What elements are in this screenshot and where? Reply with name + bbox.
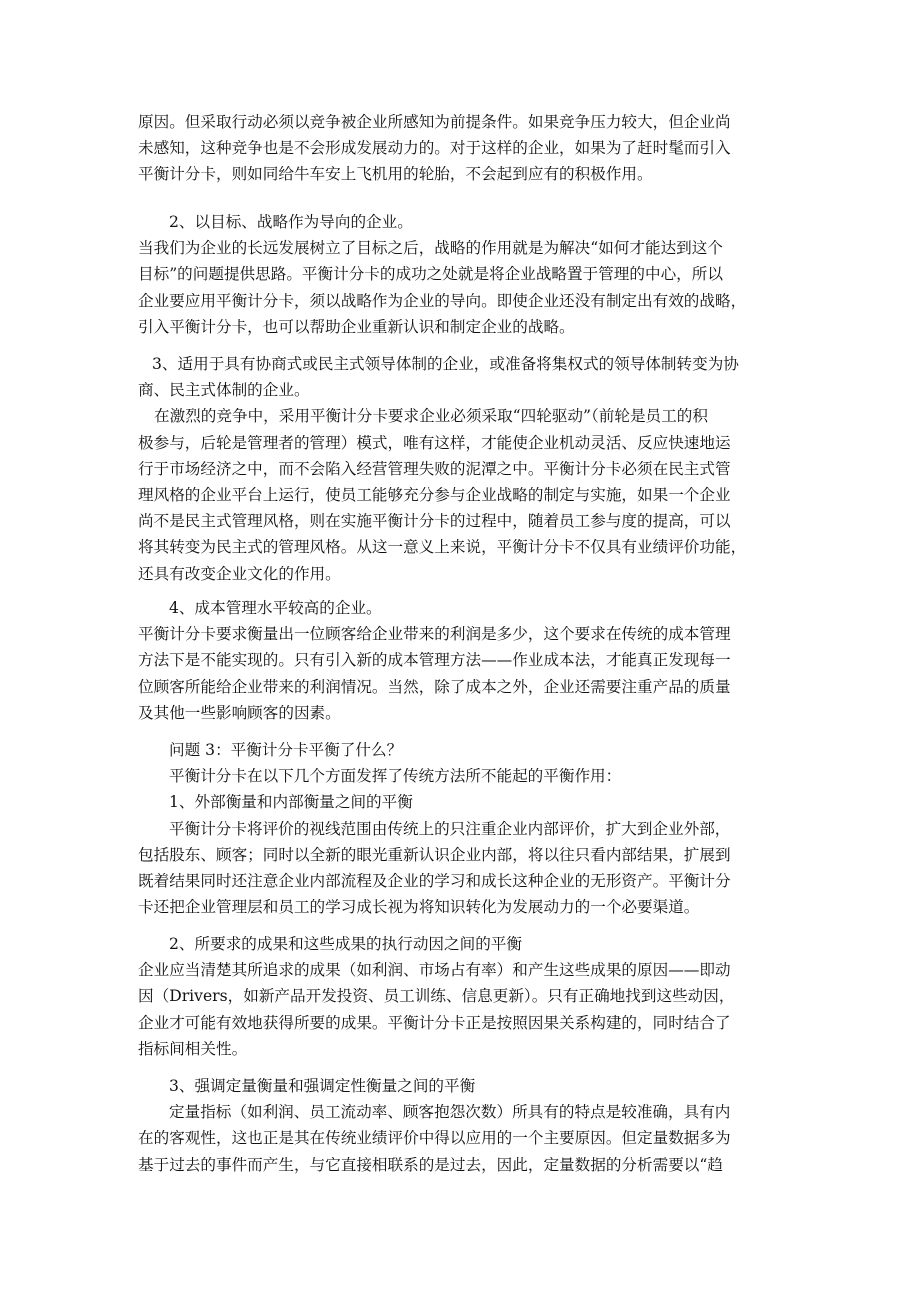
text-line: 因（Drivers，如新产品开发投资、员工训练、信息更新）。只有正确地找到这些动因， [138, 987, 735, 1006]
section-democratic-leadership [138, 351, 786, 587]
text-line: 目标”的问题提供思路。平衡计分卡的成功之处就是将企业战略置于管理的中心，所以 [138, 265, 723, 284]
text-line: 原因。但采取行动必须以竞争被企业所感知为前提条件。如果竞争压力较大，但企业尚 [138, 113, 731, 131]
text-line: 既着结果同时还注意企业内部流程及企业的学习和成长这种企业的无形资产。平衡计分 [138, 871, 731, 890]
text-line: 包括股东、顾客；同时以全新的眼光重新认识企业内部，将以往只看内部结果，扩展到 [138, 845, 731, 864]
text-line: 平衡计分卡要求衡量出一位顾客给企业带来的利润是多少，这个要求在传统的成本管理 [138, 625, 731, 644]
text-line: 平衡计分卡将评价的视线范围由传统上的只注重企业内部评价，扩大到企业外部， [169, 819, 731, 838]
text-line: 引入平衡计分卡，也可以帮助企业重新认识和制定企业的战略。 [138, 317, 575, 336]
text-line: 及其他一些影响顾客的因素。 [138, 703, 341, 722]
text-line: 商、民主式体制的企业。 [138, 381, 310, 400]
text-line: 企业要应用平衡计分卡，须以战略作为企业的导向。即使企业还没有制定出有效的战略， [138, 291, 747, 310]
paragraph-competition [138, 109, 786, 188]
text-line: 位顾客所能给企业带来的利润情况。当然，除了成本之外，企业还需要注重产品的质量 [138, 677, 731, 696]
question-heading: 问题 3：平衡计分卡平衡了什么？ [169, 741, 403, 759]
text-line: 卡还把企业管理层和员工的学习成长视为将知识转化为发展动力的一个必要渠道。 [138, 898, 700, 917]
text-line: 尚不是民主式管理风格，则在实施平衡计分卡的过程中，随着员工参与度的提高，可以 [138, 512, 731, 531]
text-line: 理风格的企业平台上运行，使员工能够充分参与企业战略的制定与实施，如果一个企业 [138, 485, 731, 504]
section-question-3 [138, 737, 786, 920]
section-outcomes-drivers [138, 931, 786, 1062]
section-heading: 4、成本管理水平较高的企业。 [169, 599, 382, 617]
text-line: 基于过去的事件而产生，与它直接相联系的是过去，因此，定量数据的分析需要以“趋 [138, 1155, 723, 1174]
text-line: 还具有改变企业文化的作用。 [138, 564, 341, 583]
section-heading: 3、适用于具有协商式或民主式领导体制的企业，或准备将集权式的领导体制转变为协 [152, 355, 739, 373]
text-line: 企业才可能有效地获得所要的成果。平衡计分卡正是按照因果关系构建的，同时结合了 [138, 1013, 731, 1032]
subsection-heading: 3、强调定量衡量和强调定性衡量之间的平衡 [169, 1077, 476, 1095]
text-line: 平衡计分卡在以下几个方面发挥了传统方法所不能起的平衡作用： [169, 767, 622, 786]
section-heading: 2、以目标、战略作为导向的企业。 [169, 213, 413, 231]
text-line: 方法下是不能实现的。只有引入新的成本管理方法——作业成本法，才能真正发现每一 [138, 651, 731, 670]
text-line: 行于市场经济之中，而不会陷入经营管理失败的泥潭之中。平衡计分卡必须在民主式管 [138, 459, 731, 478]
text-line: 极参与，后轮是管理者的管理）模式，唯有这样，才能使企业机动灵活、反应快速地运 [138, 433, 731, 452]
section-strategy-oriented [138, 209, 786, 340]
subsection-heading: 1、外部衡量和内部衡量之间的平衡 [169, 793, 413, 812]
text-line: 在的客观性，这也正是其在传统业绩评价中得以应用的一个主要原因。但定量数据多为 [138, 1129, 731, 1148]
section-quantitative-qualitative [138, 1073, 786, 1178]
text-line: 企业应当清楚其所追求的成果（如利润、市场占有率）和产生这些成果的原因——即动 [138, 961, 731, 980]
text-line: 平衡计分卡，则如同给牛车安上飞机用的轮胎，不会起到应有的积极作用。 [138, 165, 653, 184]
section-cost-management [138, 595, 786, 726]
text-line: 当我们为企业的长远发展树立了目标之后，战略的作用就是为解决“如何才能达到这个 [138, 239, 723, 258]
text-line: 定量指标（如利润、员工流动率、顾客抱怨次数）所具有的特点是较准确，具有内 [169, 1103, 731, 1122]
text-line: 指标间相关性。 [138, 1039, 248, 1058]
subsection-heading: 2、所要求的成果和这些成果的执行动因之间的平衡 [169, 935, 522, 953]
text-line: 未感知，这种竞争也是不会形成发展动力的。对于这样的企业，如果为了赶时髦而引入 [138, 139, 731, 158]
text-line: 在激烈的竞争中，采用平衡计分卡要求企业必须采取“四轮驱动”（前轮是员工的积 [154, 407, 708, 426]
text-line: 将其转变为民主式的管理风格。从这一意义上来说，平衡计分卡不仅具有业绩评价功能， [138, 538, 747, 557]
